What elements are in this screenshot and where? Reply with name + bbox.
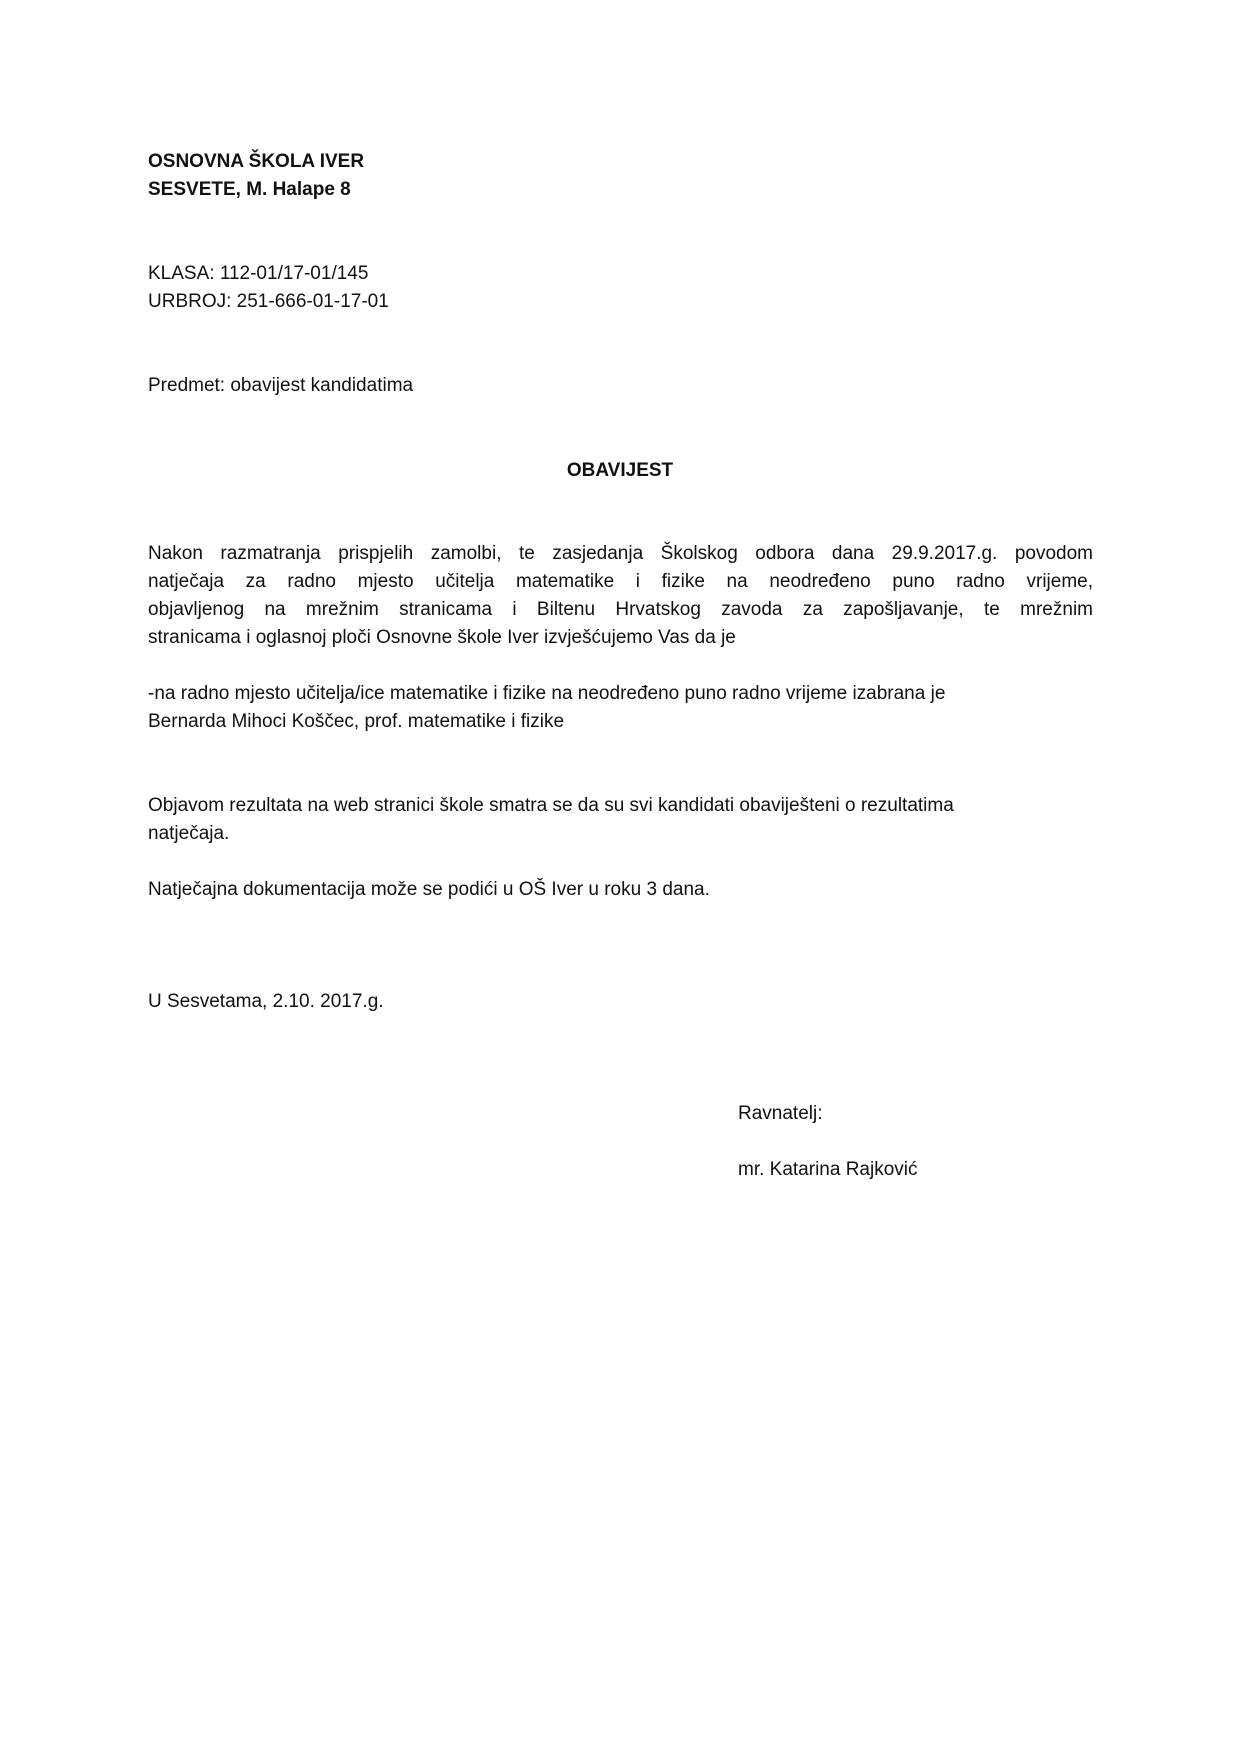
paragraph-line: -na radno mjesto učitelja/ice matematike i fizike na neodređeno puno radno vrijeme izabrana je	[148, 683, 946, 704]
paragraph-line: Objavom rezultata na web stranici škole smatra se da su svi kandidati obaviješteni o rezultatima	[148, 795, 954, 816]
paragraph-line: stranicama i oglasnoj ploči Osnovne škole Iver izvješćujemo Vas da je	[148, 627, 736, 648]
school-address: SESVETE, M. Halape 8	[148, 179, 351, 200]
paragraph-publication-note	[148, 792, 1093, 848]
paragraph-line: Nakon razmatranja prispjelih zamolbi, te zasjedanja Školskog odbora dana 29.9.2017.g. povodom	[148, 543, 1093, 564]
paragraph-line: objavljenog na mrežnim stranicama i Biltenu Hrvatskog zavoda za zapošljavanje, te mrežnim	[148, 599, 1093, 620]
paragraph-line: natječaja.	[148, 823, 230, 844]
paragraph-line: Bernarda Mihoci Koščec, prof. matematike i fizike	[148, 711, 565, 732]
document-title: OBAVIJEST	[566, 460, 674, 481]
place-and-date: U Sesvetama, 2.10. 2017.g.	[148, 991, 384, 1012]
signature-name: mr. Katarina Rajković	[738, 1159, 918, 1180]
urbroj-reference: URBROJ: 251-666-01-17-01	[148, 291, 389, 312]
paragraph-selected-candidate	[148, 680, 1093, 736]
paragraph-line: natječaja za radno mjesto učitelja matematike i fizike na neodređeno puno radno vrijeme,	[148, 571, 1093, 592]
paragraph-decision-context	[148, 540, 1093, 652]
school-name: OSNOVNA ŠKOLA IVER	[148, 151, 365, 172]
klasa-reference: KLASA: 112-01/17-01/145	[148, 263, 369, 284]
signature-role: Ravnatelj:	[738, 1103, 823, 1124]
subject-line: Predmet: obavijest kandidatima	[148, 375, 414, 396]
paragraph-documentation-pickup: Natječajna dokumentacija može se podići u OŠ Iver u roku 3 dana.	[148, 879, 710, 900]
